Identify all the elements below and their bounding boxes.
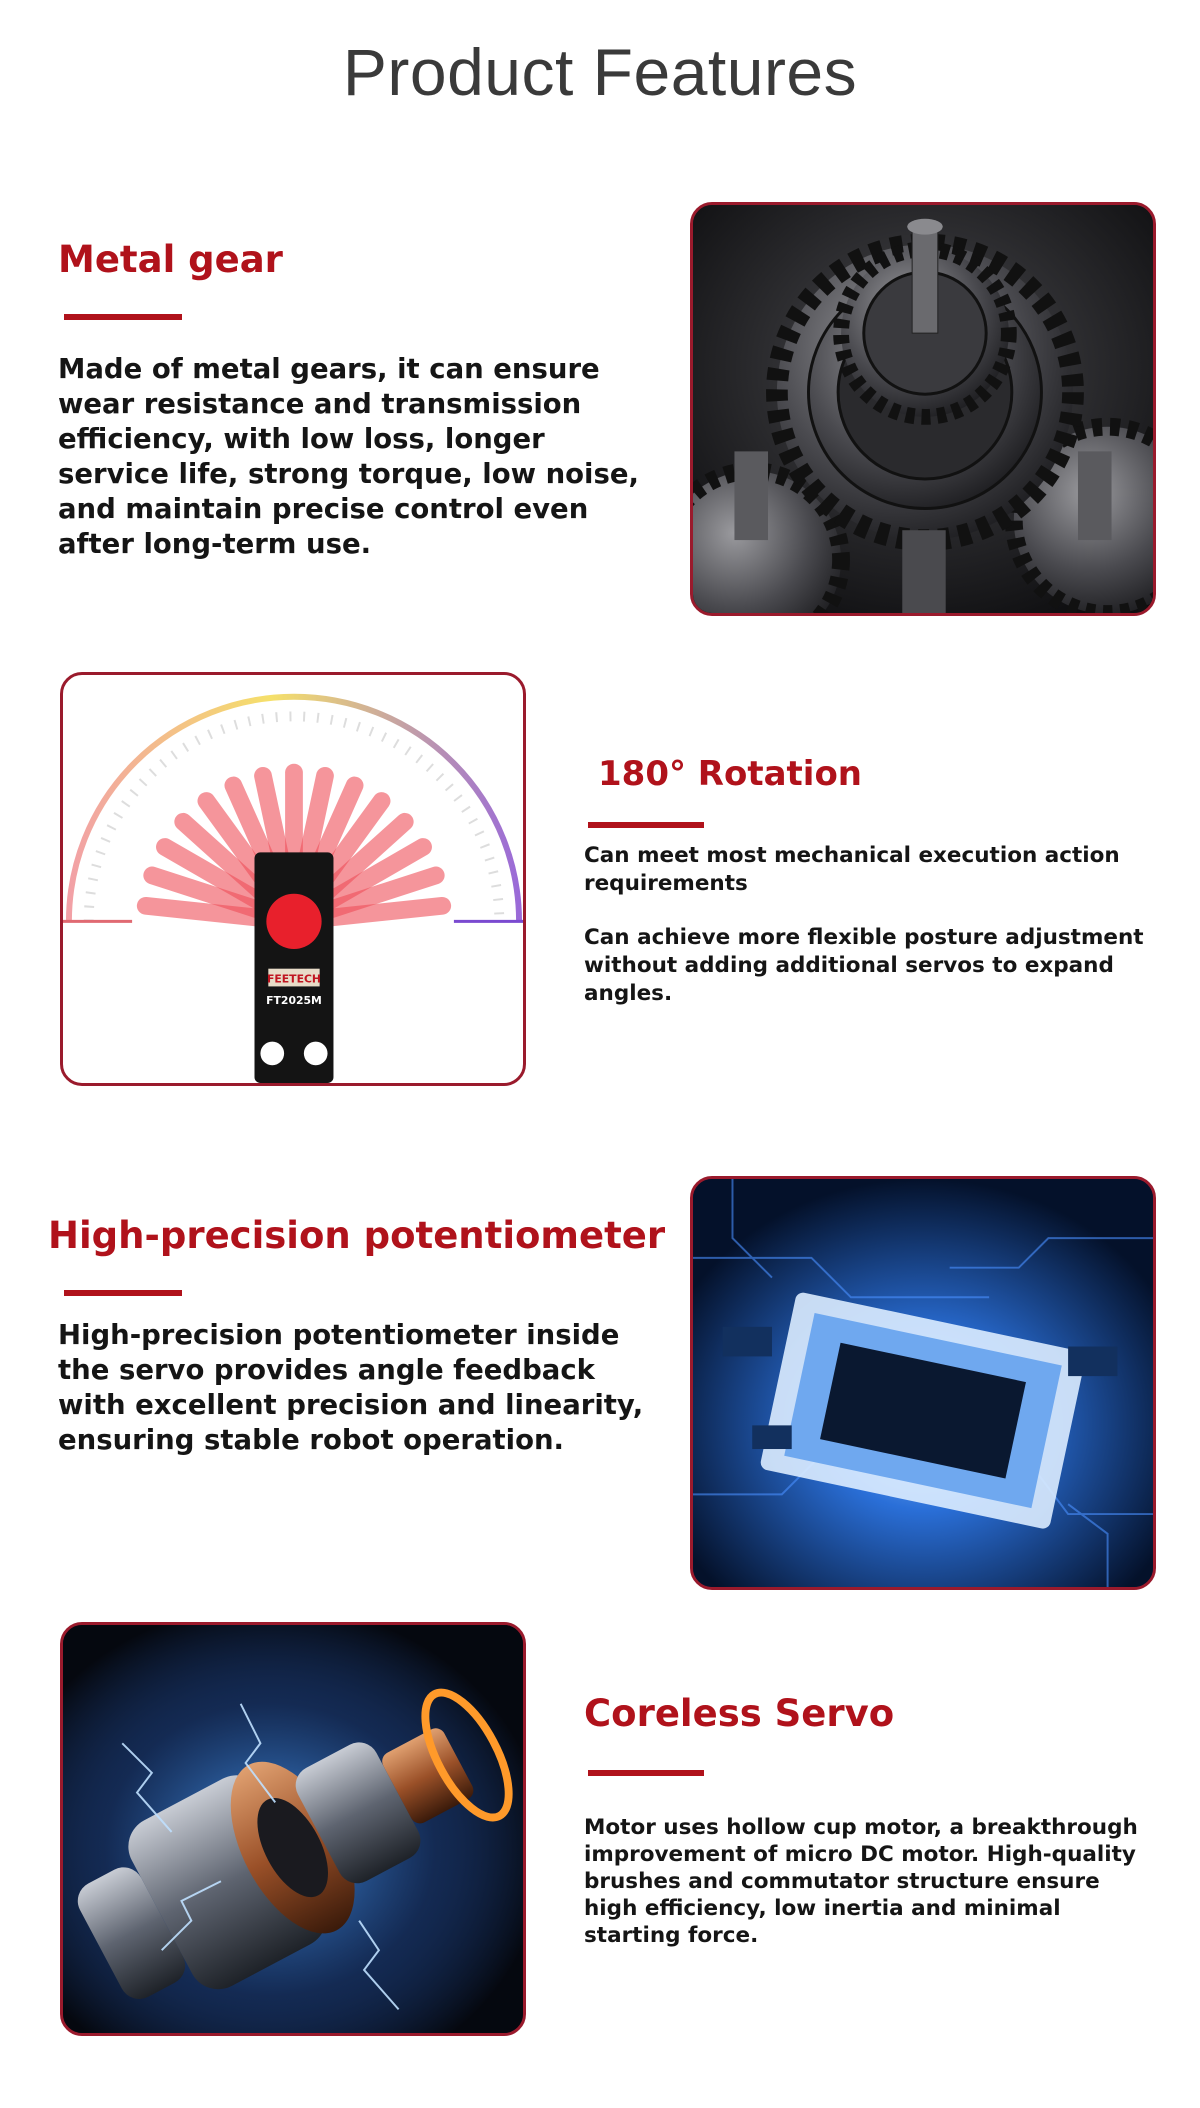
circuit-chip-image xyxy=(690,1176,1156,1590)
servo-rotation-image xyxy=(60,672,526,1086)
feature-description-line: Can achieve more flexible posture adjustment without adding additional servos to expand angles. xyxy=(584,925,1144,1006)
feature-title: Coreless Servo xyxy=(584,1692,895,1735)
feature-title: Metal gear xyxy=(58,238,283,281)
metal-gears-image xyxy=(690,202,1156,616)
title-underline xyxy=(588,1770,704,1776)
feature-title: 180° Rotation xyxy=(598,754,863,794)
title-underline xyxy=(64,1290,182,1296)
servo-brand-text: FEETECH xyxy=(266,972,322,986)
coreless-motor-image xyxy=(60,1622,526,2036)
feature-description: Made of metal gears, it can ensure wear resistance and transmission efficiency, with low loss, longer service life, strong torque, low noise, and maintain precise control even after long-term use. xyxy=(58,353,639,560)
page-title: Product Features xyxy=(342,35,858,109)
title-underline xyxy=(588,822,704,828)
feature-title: High-precision potentiometer xyxy=(48,1214,666,1257)
feature-description: Motor uses hollow cup motor, a breakthrough improvement of micro DC motor. High-quality brushes and commutator structure ensure high efficiency, low inertia and minimal starting force. xyxy=(584,1815,1138,1948)
servo-model-text: FT2025M xyxy=(266,994,322,1008)
feature-description: High-precision potentiometer inside the servo provides angle feedback with excellent precision and linearity, ensuring stable robot operation. xyxy=(58,1319,644,1456)
title-underline xyxy=(64,314,182,320)
feature-description xyxy=(584,842,1154,1008)
feature-description-line: Can meet most mechanical execution action requirements xyxy=(584,843,1120,896)
